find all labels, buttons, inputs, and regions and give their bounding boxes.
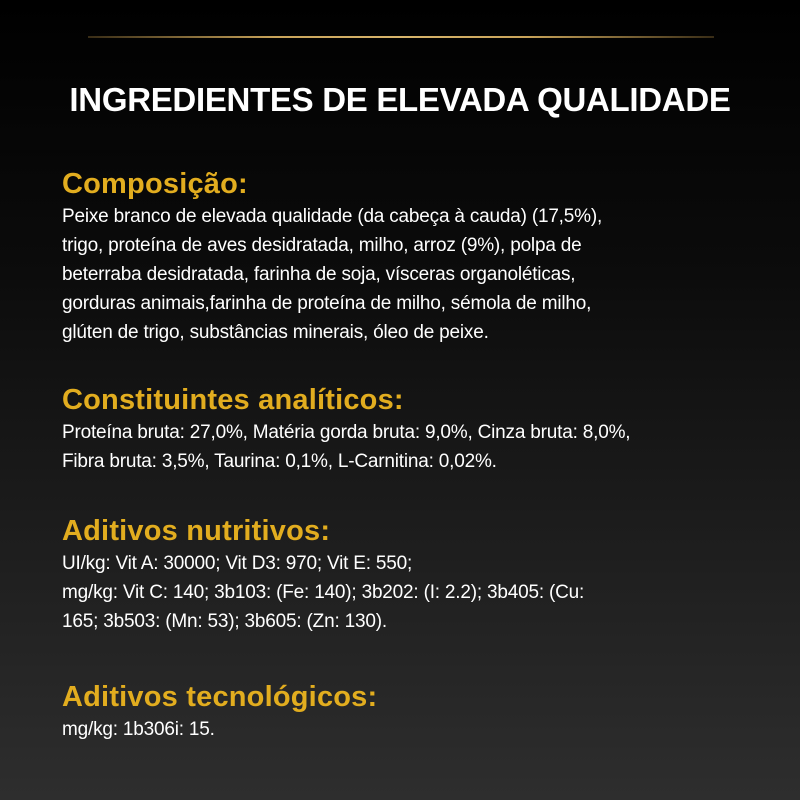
section-heading-aditivos-tecnologicos: Aditivos tecnológicos: xyxy=(62,681,378,713)
page-title: INGREDIENTES DE ELEVADA QUALIDADE xyxy=(69,81,731,118)
section-body-aditivos-nutritivos: UI/kg: Vit A: 30000; Vit D3: 970; Vit E: 550; mg/kg: Vit C: 140; 3b103: (Fe: 140); 3b202: (I: 2.2); 3b405: (Cu: 165; 3b503: (Mn: 53); 3b605: (Zn: 130). xyxy=(62,553,585,632)
section-body-aditivos-tecnologicos: mg/kg: 1b306i: 15. xyxy=(62,719,215,740)
section-body-constituintes-analiticos: Proteína bruta: 27,0%, Matéria gorda bruta: 9,0%, Cinza bruta: 8,0%, Fibra bruta: 3,5%, Taurina: 0,1%, L-Carnitina: 0,02%. xyxy=(62,422,631,472)
section-heading-aditivos-nutritivos: Aditivos nutritivos: xyxy=(62,515,331,547)
section-aditivos-nutritivos xyxy=(62,513,762,636)
section-heading-composicao: Composição: xyxy=(62,168,248,200)
section-aditivos-tecnologicos xyxy=(62,679,762,744)
section-body-composicao: Peixe branco de elevada qualidade (da cabeça à cauda) (17,5%), trigo, proteína de aves desidratada, milho, arroz (9%), polpa de beterraba desidratada, farinha de soja, vísceras organoléticas, gorduras animais,farinha de proteína de milho, sémola de milho, glúten de trigo, substâncias minerais, óleo de peixe. xyxy=(62,206,603,343)
section-constituintes-analiticos xyxy=(62,382,762,476)
section-composicao xyxy=(62,166,762,347)
top-divider xyxy=(88,36,714,38)
section-heading-constituintes-analiticos: Constituintes analíticos: xyxy=(62,384,404,416)
